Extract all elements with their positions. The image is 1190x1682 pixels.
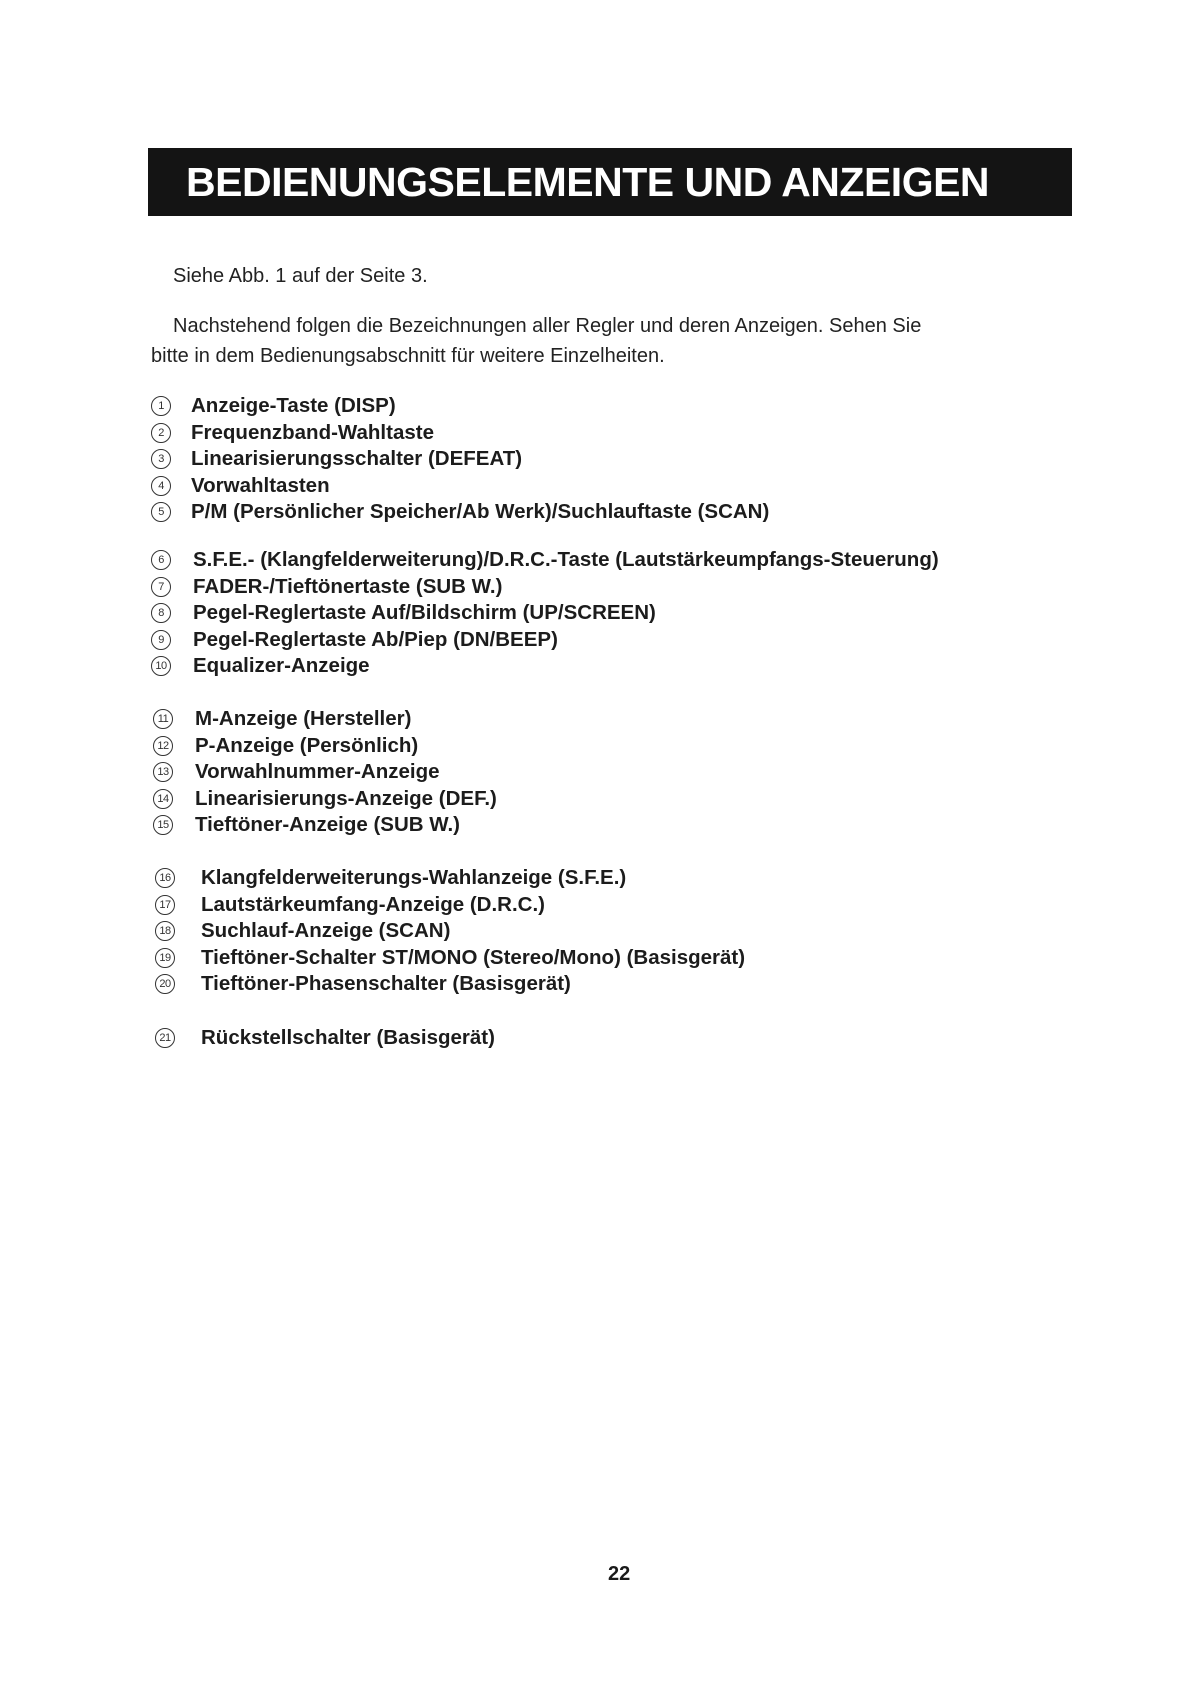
- item-number: 18: [155, 921, 175, 941]
- figure-reference: Siehe Abb. 1 auf der Seite 3.: [173, 265, 428, 287]
- item-label: S.F.E.- (Klangfelderweiterung)/D.R.C.-Taste (Lautstärkeumpfangs-Steuerung): [193, 548, 939, 571]
- intro-line-1: Nachstehend folgen die Bezeichnungen aller Regler und deren Anzeigen. Sehen Sie: [173, 315, 922, 337]
- item-number: 17: [155, 895, 175, 915]
- page-title: BEDIENUNGSELEMENTE UND ANZEIGEN: [186, 159, 990, 205]
- item-number: 3: [151, 449, 171, 469]
- item-label: FADER-/Tieftönertaste (SUB W.): [193, 574, 503, 598]
- item-label: Vorwahlnummer-Anzeige: [195, 760, 440, 783]
- item-label: Equalizer-Anzeige: [193, 654, 370, 677]
- page-number: 22: [608, 1563, 631, 1585]
- item-number: 7: [151, 577, 171, 597]
- item-label: Suchlauf-Anzeige (SCAN): [201, 919, 451, 942]
- item-number: 1: [151, 396, 171, 416]
- item-label: Rückstellschalter (Basisgerät): [201, 1026, 495, 1049]
- item-label: Linearisierungsschalter (DEFEAT): [191, 447, 523, 470]
- item-label: Linearisierungs-Anzeige (DEF.): [195, 786, 497, 810]
- item-label: Tieftöner-Phasenschalter (Basisgerät): [201, 972, 571, 995]
- item-label: Frequenzband-Wahltaste: [191, 420, 434, 444]
- item-number: 8: [151, 603, 171, 623]
- item-label: Lautstärkeumfang-Anzeige (D.R.C.): [201, 892, 545, 916]
- item-number: 6: [151, 550, 171, 570]
- item-label: Pegel-Reglertaste Auf/Bildschirm (UP/SCREEN): [193, 601, 656, 624]
- item-number: 2: [151, 423, 171, 443]
- item-number: 9: [151, 630, 171, 650]
- item-number: 20: [155, 974, 175, 994]
- item-number: 21: [155, 1028, 175, 1048]
- item-label: Pegel-Reglertaste Ab/Piep (DN/BEEP): [193, 627, 558, 651]
- item-label: P-Anzeige (Persönlich): [195, 733, 419, 757]
- item-label: Tieftöner-Anzeige (SUB W.): [195, 813, 460, 836]
- item-label: P/M (Persönlicher Speicher/Ab Werk)/Suchlauftaste (SCAN): [191, 500, 770, 523]
- item-number: 5: [151, 502, 171, 522]
- item-label: Tieftöner-Schalter ST/MONO (Stereo/Mono) (Basisgerät): [201, 945, 746, 969]
- item-number: 14: [153, 789, 173, 809]
- section-title-bar: [148, 148, 1072, 216]
- item-number: 13: [153, 762, 173, 782]
- item-number: 15: [153, 815, 173, 835]
- item-number: 12: [153, 736, 173, 756]
- item-label: Vorwahltasten: [191, 473, 330, 497]
- item-number: 10: [151, 656, 171, 676]
- item-number: 11: [153, 709, 173, 729]
- item-number: 19: [155, 948, 175, 968]
- item-label: M-Anzeige (Hersteller): [195, 707, 412, 730]
- item-label: Anzeige-Taste (DISP): [191, 394, 396, 417]
- intro-paragraph: [151, 311, 1051, 371]
- intro-line-2: bitte in dem Bedienungsabschnitt für weitere Einzelheiten.: [151, 345, 665, 367]
- item-number: 4: [151, 476, 171, 496]
- item-label: Klangfelderweiterungs-Wahlanzeige (S.F.E.): [201, 866, 627, 889]
- item-number: 16: [155, 868, 175, 888]
